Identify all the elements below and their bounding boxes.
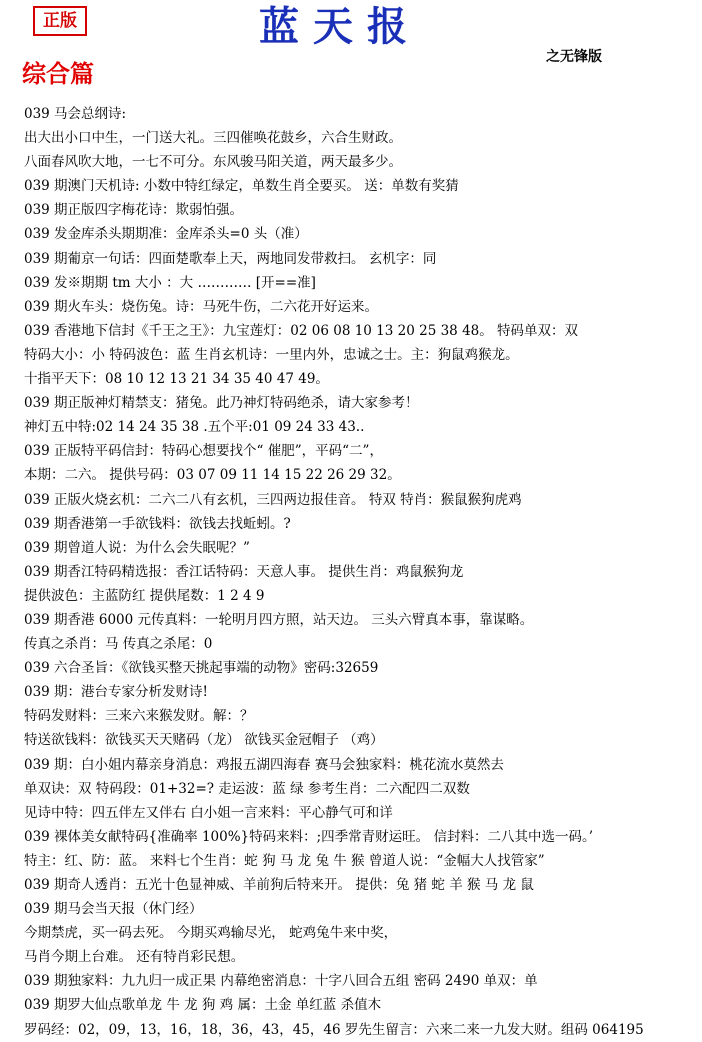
text-line: 039 正版火烧玄机：二六二八有玄机，三四两边报佳音。 特双 特肖：猴鼠猴狗虎鸡	[24, 491, 522, 508]
text-line: 039 期曾道人说：为什么会失眠呢？”	[24, 539, 250, 556]
text-line: 神灯五中特:02 14 24 35 38 .五个平:01 09 24 33 43..	[24, 419, 365, 436]
text-line: 特码发财料：三来六来猴发财。解：？	[24, 708, 254, 725]
text-line: 039 期罗大仙点歌单龙 牛 龙 狗 鸡 属：土金 单红蓝 杀值木	[24, 997, 382, 1014]
text-line: 039 期葡京一句话：四面楚歌奉上天，两地同发带救扫。 玄机字：同	[24, 250, 437, 267]
text-line: 039 发金库杀头期期准：金库杀头=0 头（准）	[24, 226, 308, 243]
section-heading: 综合篇	[22, 59, 94, 88]
text-line: 039 期：港台专家分析发财诗!	[24, 684, 208, 701]
text-line: 039 发※期期 tm 大小 ：大 ………… [开==准]	[24, 274, 316, 291]
content-lines	[24, 102, 700, 1042]
text-line: 039 期火车头：烧伤兔。诗：马死牛伤，二六花开好运来。	[24, 298, 379, 315]
text-line: 039 期：白小姐内幕亲身消息：鸡报五湖四海春 赛马会独家料：桃花流水莫然去	[24, 756, 504, 773]
text-line: 039 正版特平码信封：特码心想要找个“ 催肥”，平码“二”，	[24, 443, 383, 460]
text-line: 039 期正版四字梅花诗：欺弱怕强。	[24, 202, 244, 219]
text-line: 出大出小口中生，一门送大礼。三四催唤花鼓乡，六合生财政。	[24, 130, 402, 147]
text-line: 039 期正版神灯精禁支：猪兔。此乃神灯特码绝杀，请大家参考！	[24, 395, 419, 412]
text-line: 039 期香港第一手欲钱料：欲钱去找蚯蚓。?	[24, 515, 291, 532]
text-line: 039 期独家料：九九归一成正果 内幕绝密消息：十字八回合五组 密码 2490 单双：单	[24, 973, 538, 990]
text-line: 039 期澳门天机诗: 小数中特红绿定，单数生肖全要买。 送：单数有奖猜	[24, 178, 459, 195]
text-line: 039 期香港 6000 元传真料：一轮明月四方照，站天边。 三头六臂真本事，靠谋略。	[24, 611, 534, 628]
text-line: 特主：红、防：蓝。 来料七个生肖：蛇 狗 马 龙 兔 牛 猴 曾道人说：“金幅大人找管家”	[24, 852, 545, 869]
text-line: 039 期奇人透肖：五光十色显神威、羊前狗后特来开。 提供：兔 猪 蛇 羊 猴 马 龙 鼠	[24, 877, 534, 893]
text-line: 十指平天下：08 10 12 13 21 34 35 40 47 49。	[24, 371, 329, 388]
text-line: 039 期马会当天报（休门经）	[24, 901, 203, 918]
text-line: 八面春风吹大地，一七不可分。东风骏马阳关道，两天最多少。	[24, 154, 402, 171]
text-line: 特码大小：小 特码波色：蓝 生肖玄机诗：一里内外，忠诚之士。主：狗鼠鸡猴龙。	[24, 346, 519, 363]
text-line: 039 六合圣旨：《欲钱买整天挑起事端的动物》密码:32659	[24, 660, 379, 677]
text-line: 039 裸体美女献特码{准确率 100%}特码来料：;四季常青财运旺。 信封料：二八其中选一码。’	[24, 828, 594, 845]
text-line: 罗码经：02，09，13，16，18，36，43，45，46 罗先生留言：六来二来一九发大财。组码 064195	[24, 1021, 644, 1038]
text-line: 039 马会总纲诗:	[24, 106, 127, 122]
text-line: 特送欲钱料：欲钱买天天赌码（龙） 欲钱买金冠帽子 （鸡）	[24, 732, 384, 749]
text-line: 039 香港地下信封《千王之王》：九宝莲灯：02 06 08 10 13 20 25 38 48。 特码单双：双	[24, 322, 579, 339]
text-line: 见诗中特：四五伴左又伴右 白小姐一言来料：平心静气可和详	[24, 804, 393, 821]
text-line: 本期：二六。 提供号码：03 07 09 11 14 15 22 26 29 32。	[24, 467, 401, 484]
text-line: 马肖今期上台难。 还有特肖彩民想。	[24, 949, 245, 966]
edition-badge: 正版	[33, 6, 87, 36]
text-line: 提供波色：主蓝防红 提供尾数：1 2 4 9	[24, 587, 265, 604]
newspaper-title: 蓝天报	[259, 3, 421, 50]
text-line: 039 期香江特码精选报：香江话特码：天意人事。 提供生肖：鸡鼠猴狗龙	[24, 563, 464, 580]
text-line: 传真之杀肖：马 传真之杀尾：0	[24, 636, 213, 653]
text-line: 今期禁虎，买一码去死。 今期买鸡输尽光， 蛇鸡兔牛来中奖，	[24, 925, 398, 942]
text-line: 单双诀：双 特码段：01+32=? 走运波：蓝 绿 参考生肖：二六配四二双数	[24, 780, 470, 797]
edition-label: 之无锋版	[546, 49, 602, 65]
